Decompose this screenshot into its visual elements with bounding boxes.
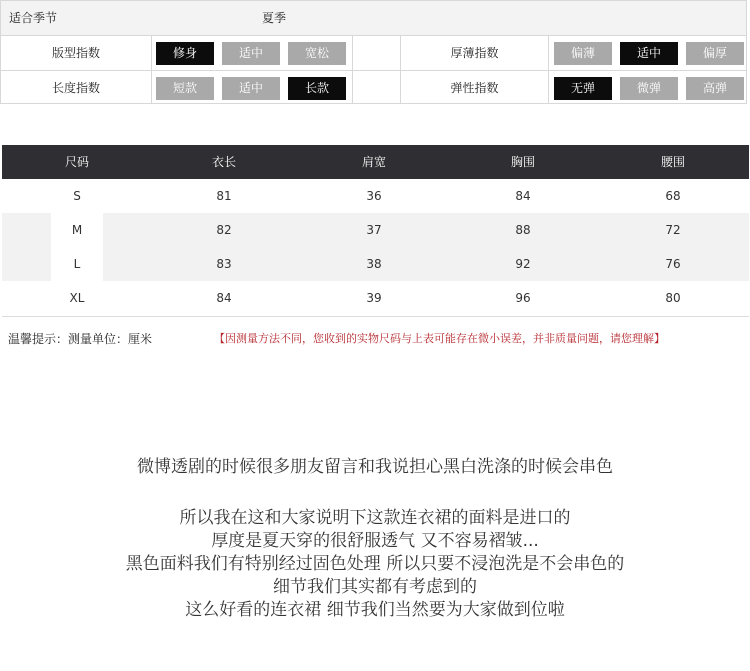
length-cell: 84: [216, 291, 232, 305]
panel-divider: [548, 36, 549, 104]
description-line: 细节我们其实都有考虑到的: [273, 577, 477, 597]
fit-option-regular: 适中: [222, 42, 280, 65]
thickness-index-label: 厚薄指数: [450, 46, 499, 60]
fit-option-slim: 修身: [156, 42, 214, 65]
length-cell: 82: [216, 223, 232, 237]
chest-cell: 96: [515, 291, 531, 305]
size-cell: XL: [69, 291, 85, 305]
description-intro: 微博透剧的时候很多朋友留言和我说担心黑白洗涤的时候会串色: [137, 457, 613, 477]
fit-option-loose: 宽松: [288, 42, 346, 65]
waist-cell: 76: [665, 257, 681, 271]
waist-cell: 68: [665, 189, 681, 203]
shoulder-cell: 36: [366, 189, 382, 203]
header-size: 尺码: [64, 155, 89, 169]
chest-cell: 88: [515, 223, 531, 237]
description-line: 厚度是夏天穿的很舒服透气 又不容易褶皱...: [211, 531, 539, 551]
waist-cell: 80: [665, 291, 681, 305]
table-bottom-border: [2, 316, 749, 317]
product-description: [0, 456, 750, 622]
header-length: 衣长: [211, 155, 236, 169]
size-table-header: [2, 145, 749, 179]
length-index-label: 长度指数: [51, 81, 100, 95]
panel-divider: [352, 36, 353, 104]
length-option-regular: 适中: [222, 77, 280, 100]
size-cell: M: [51, 213, 103, 247]
table-row: [2, 179, 749, 213]
panel-divider: [400, 36, 401, 104]
size-cell: L: [51, 247, 103, 281]
elasticity-index-label: 弹性指数: [450, 81, 499, 95]
attribute-panel: [0, 0, 747, 104]
thickness-option-medium: 适中: [620, 42, 678, 65]
measurement-disclaimer: 【因测量方法不同，您收到的实物尺码与上表可能存在微小误差，并非质量问题，请您理解】: [214, 332, 665, 345]
season-value: 夏季: [262, 11, 287, 25]
table-row: [2, 213, 749, 247]
description-line: 这么好看的连衣裙 细节我们当然要为大家做到位啦: [185, 600, 565, 620]
chest-cell: 84: [515, 189, 531, 203]
size-cell: S: [73, 189, 81, 203]
table-row: [2, 247, 749, 281]
waist-cell: 72: [665, 223, 681, 237]
elasticity-option-slight: 微弹: [620, 77, 678, 100]
description-line: 黑色面料我们有特别经过固色处理 所以只要不浸泡洗是不会串色的: [125, 554, 625, 574]
elasticity-option-none: 无弹: [554, 77, 612, 100]
size-chart-table: [2, 145, 749, 317]
shoulder-cell: 39: [366, 291, 382, 305]
attribute-row-length-elasticity: [1, 71, 746, 105]
attribute-row-fit-thickness: [1, 36, 746, 71]
description-spacer: [0, 479, 750, 507]
header-waist: 腰围: [660, 155, 685, 169]
length-cell: 83: [216, 257, 232, 271]
header-chest: 胸围: [510, 155, 535, 169]
header-shoulder: 肩宽: [361, 155, 386, 169]
measurement-tip: 温馨提示：测量单位：厘米: [8, 332, 153, 346]
length-option-long: 长款: [288, 77, 346, 100]
length-cell: 81: [216, 189, 232, 203]
thickness-option-thick: 偏厚: [686, 42, 744, 65]
shoulder-cell: 38: [366, 257, 382, 271]
fit-index-label: 版型指数: [51, 46, 100, 60]
panel-divider: [151, 36, 152, 104]
chest-cell: 92: [515, 257, 531, 271]
thickness-option-thin: 偏薄: [554, 42, 612, 65]
description-line: 所以我在这和大家说明下这款连衣裙的面料是进口的: [179, 508, 571, 528]
length-option-short: 短款: [156, 77, 214, 100]
shoulder-cell: 37: [366, 223, 382, 237]
season-row: [1, 1, 746, 36]
elasticity-option-high: 高弹: [686, 77, 744, 100]
season-label: 适合季节: [9, 11, 58, 25]
table-row: [2, 281, 749, 315]
